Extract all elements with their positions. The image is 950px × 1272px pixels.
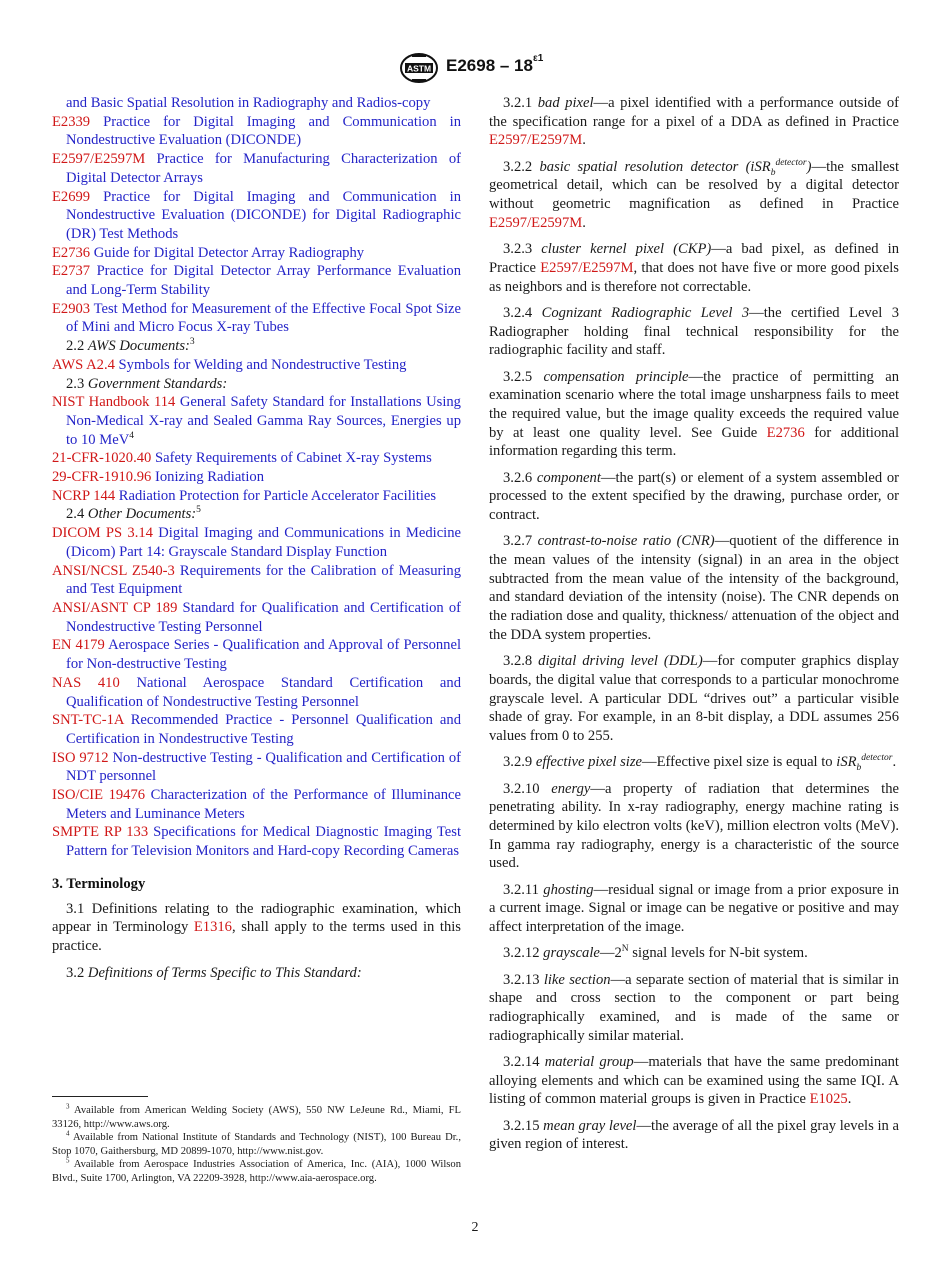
reference-item xyxy=(52,599,461,636)
definition-3-2-14: 3.2.14 material group—materials that have the same predominant alloying elements and which can be examined using the same IQI. A listing of common material groups is given in Practice E1025. xyxy=(489,1054,899,1108)
reference-title[interactable]: Symbols for Welding and Nondestructive Testing xyxy=(118,356,407,373)
reference-item xyxy=(52,674,461,711)
reference-item xyxy=(52,562,461,599)
reference-item xyxy=(52,150,461,187)
reference-item xyxy=(52,449,461,468)
page-number: 2 xyxy=(471,1220,479,1235)
reference-code-link[interactable]: ISO/CIE 19476 xyxy=(52,787,146,804)
footnotes xyxy=(52,1104,461,1185)
reference-code-link[interactable]: SNT-TC-1A xyxy=(52,712,124,729)
gov-heading: 2.3 Government Standards: xyxy=(66,375,228,392)
reference-item xyxy=(52,468,461,487)
definition-3-2-13: 3.2.13 like section—a separate section of material that is similar in shape and cross section to the component or part being radiographically examined, and is made of the same or radiographically similar material. xyxy=(489,971,899,1044)
reference-item xyxy=(52,113,461,150)
reference-code-link[interactable]: E2736 xyxy=(52,244,91,261)
e2597-link[interactable]: E2597/E2597M xyxy=(489,132,583,149)
definition-3-2-9: 3.2.9 effective pixel size—Effective pixel size is equal to iSR$_b^{detector}$. xyxy=(503,753,897,774)
reference-title[interactable]: Ionizing Radiation xyxy=(154,469,265,486)
reference-item xyxy=(52,711,461,748)
reference-item xyxy=(52,262,461,299)
reference-title[interactable]: Standard for Qualification and Certification of Nondestructive Testing Personnel xyxy=(66,599,461,635)
e2597-link[interactable]: E2597/E2597M xyxy=(540,259,634,276)
reference-title[interactable]: Practice for Digital Imaging and Communication in Nondestructive Evaluation (DICONDE) xyxy=(66,113,462,149)
designation: $E2698 - 18^{\varepsilon 1}$ xyxy=(446,53,544,75)
definition-3-2-11: 3.2.11 ghosting—residual signal or image from a prior exposure in a current image. Signal or image can be negative or positive and may affect interpretation of the image. xyxy=(489,881,899,936)
reference-code-link[interactable]: 29-CFR-1910.96 xyxy=(52,469,152,486)
gov-list xyxy=(52,393,461,505)
reference-title[interactable]: General Safety Standard for Installations Using Non-Medical X-ray and Sealed Gamma Ray Sources, Energies up to 10 MeV xyxy=(66,394,461,448)
reference-title[interactable]: Practice for Digital Detector Array Performance Evaluation and Long-Term Stability xyxy=(66,263,462,299)
reference-code-link[interactable]: SMPTE RP 133 xyxy=(52,824,149,841)
reference-item xyxy=(52,786,461,823)
footnote-3: $^3$ Available from American Welding Society (AWS), 550 NW LeJeune Rd., Miami, FL 33126, http://www.aws.org. xyxy=(52,1102,461,1130)
reference-title[interactable]: Radiation Protection for Particle Accelerator Facilities xyxy=(118,487,437,504)
reference-code-link[interactable]: NCRP 144 xyxy=(52,487,116,504)
right-column xyxy=(489,94,899,1162)
reference-item xyxy=(52,393,461,449)
e2597-link[interactable]: E2597/E2597M xyxy=(489,214,583,231)
para-3-1: 3.1 Definitions relating to the radiographic examination, which appear in Terminology E1316, shall apply to the terms used in this practice. xyxy=(52,900,461,954)
reference-code-link[interactable]: NAS 410 xyxy=(52,674,120,691)
reference-item xyxy=(52,823,461,860)
reference-item xyxy=(52,356,461,375)
reference-title[interactable]: Practice for Digital Imaging and Communication in Nondestructive Evaluation (DICONDE) for Digital Radiographic (DR) Test Methods xyxy=(66,188,462,242)
reference-title[interactable]: Practice for Manufacturing Characterization of Digital Detector Arrays xyxy=(66,151,461,186)
reference-title[interactable]: Characterization of the Performance of Illuminance Meters and Luminance Meters xyxy=(66,787,461,822)
reference-code-link[interactable]: ANSI/NCSL Z540-3 xyxy=(52,562,175,579)
definition-3-2-2: 3.2.2 basic spatial resolution detector (iSR$_b^{detector}$)—the smallest geometrical detail, which can be resolved by a digital detector without geometric magnification as defined in Practice E2597/E2597M. xyxy=(489,157,899,231)
e1025-link[interactable]: E1025 xyxy=(809,1091,848,1108)
reference-title[interactable]: Specifications for Medical Diagnostic Imaging Test Pattern for Television Monitors and Hard-copy Recording Cameras xyxy=(66,824,461,860)
reference-title[interactable]: Digital Imaging and Communications in Medicine (Dicom) Part 14: Grayscale Standard Display Function xyxy=(66,525,462,560)
terminology-heading: 3. Terminology xyxy=(52,875,146,892)
footnote-marker: 4 xyxy=(129,430,134,441)
definition-3-2-6: 3.2.6 component—the part(s) or element of a system assembled or processed to the extent specified by the drawing, purchase order, or contract. xyxy=(489,469,899,524)
reference-code-link[interactable]: 21-CFR-1020.40 xyxy=(52,450,152,467)
reference-title[interactable]: Requirements for the Calibration of Measuring and Test Equipment xyxy=(66,562,462,598)
referenced-documents-list xyxy=(52,94,461,337)
reference-title[interactable]: and Basic Spatial Resolution in Radiography and Radios-copy xyxy=(66,95,431,111)
svg-text:ASTM: ASTM xyxy=(406,63,432,74)
reference-title[interactable]: Guide for Digital Detector Array Radiography xyxy=(93,244,365,261)
page-header xyxy=(0,52,950,86)
definition-3-2-3: 3.2.3 cluster kernel pixel (CKP)—a bad pixel, as defined in Practice E2597/E2597M, that does not have five or more good pixels as neighbors and is therefore not correctable. xyxy=(489,241,899,295)
reference-code-link[interactable]: ANSI/ASNT CP 189 xyxy=(52,599,178,616)
reference-title[interactable]: Safety Requirements of Cabinet X-ray Systems xyxy=(154,450,432,467)
reference-code-link[interactable]: DICOM PS 3.14 xyxy=(52,525,153,542)
reference-title[interactable]: National Aerospace Standard Certification and Qualification of Nondestructive Testing Personnel xyxy=(66,674,461,710)
reference-title[interactable]: Aerospace Series - Qualification and Approval of Personnel for Non-destructive Testing xyxy=(66,637,461,673)
other-heading: 2.4 Other Documents:$^5$ xyxy=(66,505,201,523)
e2736-link[interactable]: E2736 xyxy=(766,424,805,441)
definition-3-2-12: 3.2.12 $grayscale—2^N$ signal levels for N-bit system. xyxy=(503,944,808,962)
reference-code-link[interactable]: ISO 9712 xyxy=(52,749,109,766)
reference-title[interactable]: Non-destructive Testing - Qualification and Certification of NDT personnel xyxy=(66,749,461,785)
reference-code-link[interactable]: E2699 xyxy=(52,188,91,205)
reference-item xyxy=(52,636,461,673)
para-3-2: 3.2 Definitions of Terms Specific to This Standard: xyxy=(66,964,362,981)
reference-title[interactable]: Recommended Practice - Personnel Qualification and Certification in Nondestructive Testing xyxy=(66,712,461,747)
left-column xyxy=(52,94,461,990)
reference-item xyxy=(52,94,461,113)
reference-code-link[interactable]: AWS A2.4 xyxy=(52,356,115,373)
definition-3-2-7: 3.2.7 contrast-to-noise ratio (CNR)—quotient of the difference in the mean values of the intensity (signal) in an area in the object subtracted from the mean value of the intensity of the background, and standard deviation of the intensity (noise). The CNR depends on the radiation dose and quality, thickness/ attenuation of the object and the DDA system properties. xyxy=(489,533,899,643)
definition-3-2-1: 3.2.1 bad pixel—a pixel identified with a performance outside of the specification range for a pixel of a DDA as defined in Practice E2597/E2597M. xyxy=(489,95,899,149)
definition-3-2-8: 3.2.8 digital driving level (DDL)—for computer graphics display boards, the digital value that corresponds to a particular monochrome grayscale level. A particular DDL “drives out” a particular visible shade of gray. For example, in an 8-bit display, a DDL assumes 256 values from 0 to 255. xyxy=(489,653,899,744)
footnote-4: $^4$ Available from National Institute of Standards and Technology (NIST), 100 Bureau Dr., Stop 1070, Gaithersburg, MD 20899-1070, http://www.nist.gov. xyxy=(52,1129,461,1157)
footnote-5: $^5$ Available from Aerospace Industries Association of America, Inc. (AIA), 1000 Wilson Blvd., Suite 1700, Arlington, VA 22209-3928, http://www.aia-aerospace.org. xyxy=(52,1156,461,1184)
reference-item xyxy=(52,524,461,561)
aws-list xyxy=(52,356,461,375)
reference-code-link[interactable]: E2597/E2597M xyxy=(52,151,146,168)
reference-code-link[interactable]: E2737 xyxy=(52,263,91,280)
reference-code-link[interactable]: E2903 xyxy=(52,300,91,317)
reference-item xyxy=(52,749,461,786)
reference-item xyxy=(52,244,461,263)
reference-item xyxy=(52,487,461,506)
definition-3-2-5: 3.2.5 compensation principle—the practice of permitting an examination scenario where the total image unsharpness fails to meet the required value, but the image quality exceeds the required value by at least one quality level. See Guide E2736 for additional information regarding this term. xyxy=(489,368,900,460)
definition-3-2-4: 3.2.4 Cognizant Radiographic Level 3—the certified Level 3 Radiographer holding final technical responsibility for the radiographic facility and staff. xyxy=(489,304,899,359)
aws-heading: 2.2 AWS Documents:$^3$ xyxy=(66,337,195,355)
reference-code-link[interactable]: NIST Handbook 114 xyxy=(52,394,176,411)
reference-code-link[interactable]: EN 4179 xyxy=(52,637,105,654)
definition-3-2-15: 3.2.15 mean gray level—the average of all the pixel gray levels in a given region of interest. xyxy=(489,1117,899,1153)
other-list xyxy=(52,524,461,861)
footnote-rule xyxy=(52,1096,148,1097)
e1316-link[interactable]: E1316 xyxy=(193,919,232,936)
reference-code-link[interactable]: E2339 xyxy=(52,113,91,130)
reference-title[interactable]: Test Method for Measurement of the Effective Focal Spot Size of Mini and Micro Focus X-ray Tubes xyxy=(66,300,461,336)
astm-logo xyxy=(399,52,439,84)
reference-item xyxy=(52,188,461,244)
reference-item xyxy=(52,300,461,337)
definition-3-2-10: 3.2.10 energy—a property of radiation that determines the penetrating ability. In x-ray radiography, energy machine rating is determined by kilo electron volts (keV), million electron volts (MeV). In gamma ray radiography, energy is a characteristic of the source used. xyxy=(489,780,899,872)
